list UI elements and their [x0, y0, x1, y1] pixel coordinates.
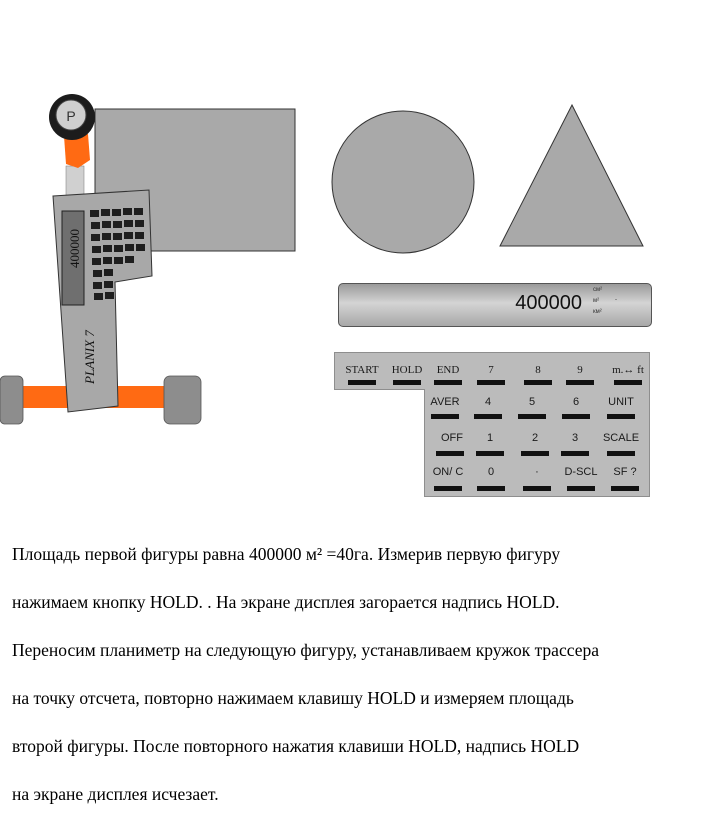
caption-line: Площадь первой фигуры равна 400000 м² =40га. Измерив первую фигуру	[12, 544, 561, 564]
key-off-label: OFF	[441, 432, 463, 444]
unit-m2: м²	[593, 298, 600, 304]
key-7[interactable]	[477, 380, 505, 385]
key-4[interactable]	[474, 414, 502, 419]
body-display-value: 400000	[67, 229, 82, 268]
key-m-ft[interactable]	[614, 380, 642, 385]
planimeter-body	[53, 190, 152, 412]
key-5-label: 5	[528, 396, 536, 408]
caption-line: на точку отсчета, повторно нажимаем клавишу HOLD и измеряем площадь	[12, 688, 574, 708]
key-8-label: 8	[535, 364, 541, 376]
key-1-label: 1	[486, 432, 494, 444]
key-sf-label: SF ?	[613, 466, 637, 478]
key-scale[interactable]	[607, 451, 635, 456]
key-unit-label: UNIT	[608, 396, 634, 408]
key-2[interactable]	[521, 451, 549, 456]
key-dot-label: ·	[535, 466, 539, 478]
caption-line: Переносим планиметр на следующую фигуру, устанавливаем кружок трассера	[12, 640, 599, 660]
unit-km2: км²	[593, 309, 602, 315]
key-6[interactable]	[562, 414, 590, 419]
key-3-label: 3	[571, 432, 579, 444]
key-hold[interactable]	[393, 380, 421, 385]
key-dot[interactable]	[523, 486, 551, 491]
unit-cm2: см²	[593, 287, 603, 293]
key-6-label: 6	[572, 396, 580, 408]
key-9[interactable]	[566, 380, 594, 385]
key-9-label: 9	[577, 364, 583, 376]
key-3[interactable]	[561, 451, 589, 456]
caption-line: второй фигуры. После повторного нажатия клавиши HOLD, надпись HOLD	[12, 736, 580, 756]
unit-marker: -	[615, 297, 617, 303]
key-unit[interactable]	[607, 414, 635, 419]
key-end[interactable]	[434, 380, 462, 385]
key-d-scl-label: D-SCL	[564, 466, 598, 478]
key-aver-label: AVER	[430, 396, 460, 408]
key-d-scl[interactable]	[567, 486, 595, 491]
key-off[interactable]	[436, 451, 464, 456]
key-sf[interactable]	[611, 486, 639, 491]
key-on-c[interactable]	[434, 486, 462, 491]
key-hold-label: HOLD	[391, 364, 423, 376]
triangle-figure	[500, 105, 643, 246]
key-5[interactable]	[518, 414, 546, 419]
key-2-label: 2	[531, 432, 539, 444]
caption-line: на экране дисплея исчезает.	[12, 784, 219, 804]
key-4-label: 4	[484, 396, 492, 408]
tracer-letter: P	[66, 108, 76, 124]
key-0-label: 0	[487, 466, 495, 478]
key-0[interactable]	[477, 486, 505, 491]
key-1[interactable]	[476, 451, 504, 456]
key-scale-label: SCALE	[602, 432, 640, 444]
lcd-value: 400000	[515, 292, 582, 314]
key-aver[interactable]	[431, 414, 459, 419]
key-start[interactable]	[348, 380, 376, 385]
caption-line: нажимаем кнопку HOLD. . На экране дисплея загорается надпись HOLD.	[12, 592, 560, 612]
key-on-c-label: ON/ C	[432, 466, 464, 478]
key-8[interactable]	[524, 380, 552, 385]
key-m-ft-label: m.↔ ft	[612, 364, 644, 376]
key-start-label: START	[345, 364, 379, 376]
key-end-label: END	[436, 364, 460, 376]
brand-label: PLANIX 7	[82, 330, 97, 384]
key-7-label: 7	[488, 364, 494, 376]
caption-text	[12, 518, 702, 830]
circle-figure	[332, 111, 474, 253]
